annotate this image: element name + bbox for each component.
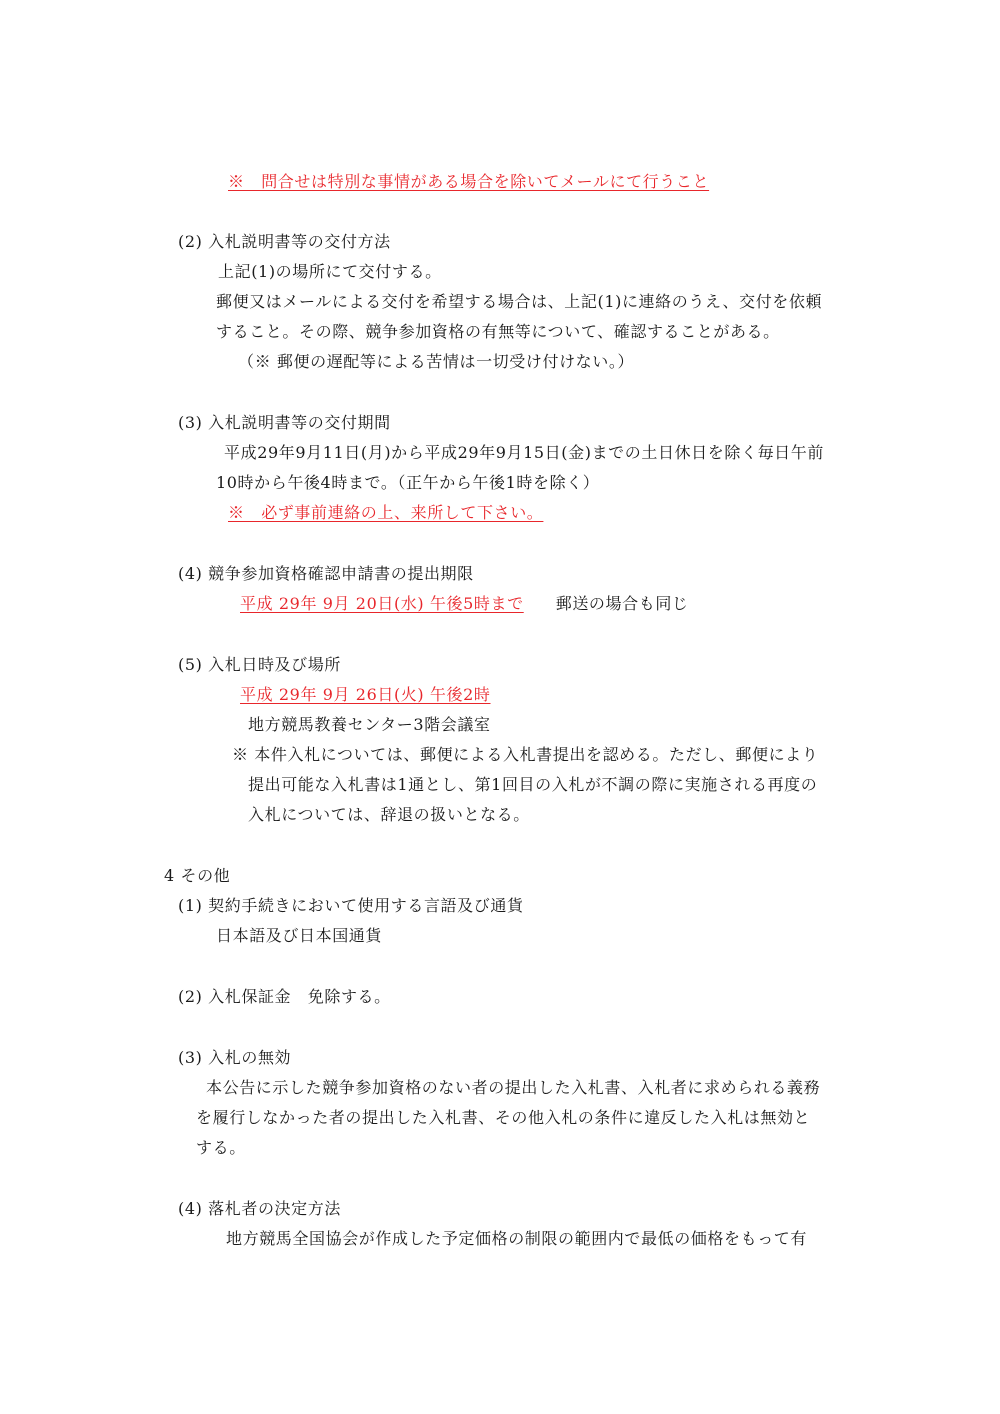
submission-deadline: 平成 29年 9月 20日(水) 午後5時まで <box>240 594 524 613</box>
section-2-text: 郵便又はメールによる交付を希望する場合は、上記(1)に連絡のうえ、交付を依頼 <box>216 292 823 311</box>
other-1-text: 日本語及び日本国通貨 <box>216 926 383 945</box>
other-3-text: 本公告に示した競争参加資格のない者の提出した入札書、入札者に求められる義務 <box>206 1078 821 1097</box>
mail-same-note: 郵送の場合も同じ <box>555 594 689 613</box>
other-heading: 4 その他 <box>164 866 231 885</box>
section-3-notice: ※ 必ず事前連絡の上、来所して下さい。 <box>228 503 544 522</box>
section-4-deadline-row <box>240 593 689 615</box>
section-5-note: ※ 本件入札については、郵便による入札書提出を認める。ただし、郵便により <box>232 745 819 764</box>
section-5-note: 提出可能な入札書は1通とし、第1回目の入札が不調の際に実施される再度の <box>248 775 818 794</box>
other-4-text: 地方競馬全国協会が作成した予定価格の制限の範囲内で最低の価格をもって有 <box>226 1229 808 1248</box>
section-2-note: （※ 郵便の遅配等による苦情は一切受け付けない。） <box>238 352 635 371</box>
other-3-heading: (3) 入札の無効 <box>178 1048 292 1067</box>
other-3-text: する。 <box>196 1138 246 1157</box>
section-2-text: 上記(1)の場所にて交付する。 <box>218 262 442 281</box>
section-2-text: すること。その際、競争参加資格の有無等について、確認することがある。 <box>216 322 780 341</box>
section-5-note: 入札については、辞退の扱いとなる。 <box>248 805 530 824</box>
bid-place: 地方競馬教養センター3階会議室 <box>248 715 491 734</box>
section-5-heading: (5) 入札日時及び場所 <box>178 655 341 674</box>
section-3-heading: (3) 入札説明書等の交付期間 <box>178 413 391 432</box>
other-1-heading: (1) 契約手続きにおいて使用する言語及び通貨 <box>178 896 524 915</box>
mail-inquiry-notice: ※ 問合せは特別な事情がある場合を除いてメールにて行うこと <box>228 172 710 191</box>
section-3-text: 10時から午後4時まで。（正午から午後1時を除く） <box>216 473 600 492</box>
other-2-heading: (2) 入札保証金 免除する。 <box>178 987 391 1006</box>
other-4-heading: (4) 落札者の決定方法 <box>178 1199 341 1218</box>
other-3-text: を履行しなかった者の提出した入札書、その他入札の条件に違反した入札は無効と <box>196 1108 811 1127</box>
section-4-heading: (4) 競争参加資格確認申請書の提出期限 <box>178 564 474 583</box>
section-2-heading: (2) 入札説明書等の交付方法 <box>178 232 391 251</box>
section-3-text: 平成29年9月11日(月)から平成29年9月15日(金)までの土日休日を除く毎日午前 <box>224 443 824 462</box>
bid-datetime: 平成 29年 9月 26日(火) 午後2時 <box>240 685 491 704</box>
